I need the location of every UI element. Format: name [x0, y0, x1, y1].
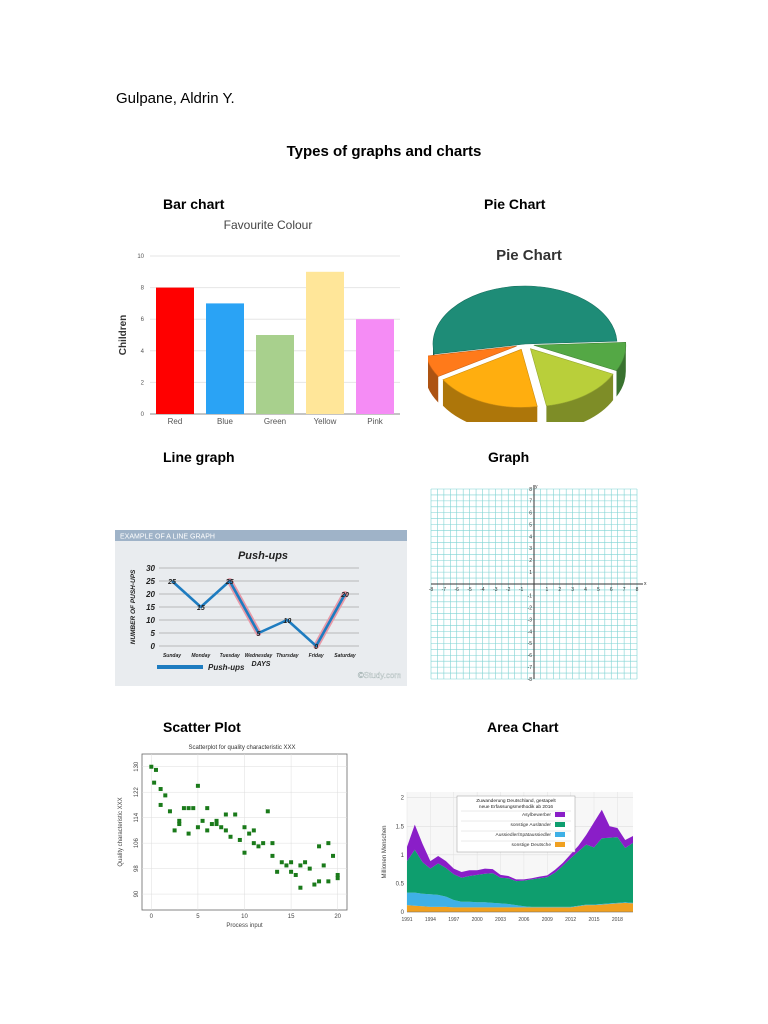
section-heading-area: Area Chart: [487, 719, 559, 735]
bar-red: [156, 288, 194, 414]
area-legend-swatch: [555, 842, 565, 847]
scatter-ytick-label: 130: [134, 761, 140, 772]
line-chart-watermark: ©Study.com: [357, 671, 401, 680]
scatter-ytick-label: 114: [134, 812, 140, 823]
bar-ytick-label: 10: [137, 254, 144, 260]
section-heading-bar: Bar chart: [163, 196, 225, 212]
grid-xtick-label: -5: [467, 587, 472, 593]
scatter-point: [298, 863, 302, 867]
line-y-axis-label: NUMBER OF PUSH-UPS: [130, 569, 137, 645]
grid-ytick-label: -2: [527, 605, 532, 612]
area-ytick-label: 1: [400, 852, 404, 859]
area-xtick-label: 1991: [401, 917, 413, 923]
line-data-label: 15: [196, 605, 205, 612]
bar-category-label: Blue: [216, 417, 234, 426]
scatter-point: [173, 828, 177, 832]
grid-ytick-label: -4: [527, 629, 532, 636]
grid-xtick-label: 4: [584, 587, 587, 593]
grid-ytick-label: 5: [529, 522, 532, 529]
grid-ytick-label: -6: [527, 653, 532, 660]
scatter-point: [159, 803, 163, 807]
bar-chart-title: Favourite Colour: [223, 218, 313, 232]
bar-ytick-label: 4: [140, 348, 144, 355]
grid-ytick-label: -7: [527, 664, 532, 671]
scatter-point: [205, 828, 209, 832]
scatter-xtick-label: 5: [196, 914, 200, 920]
area-chart-title: Zuwanderung Deutschland, gestapelt: [476, 799, 556, 804]
section-heading-graph: Graph: [488, 449, 530, 465]
line-data-label: 10: [283, 618, 292, 625]
scatter-x-axis-label: Process input: [226, 923, 263, 929]
scatter-point: [270, 841, 274, 845]
author-name: Gulpane, Aldrin Y.: [116, 90, 235, 107]
scatter-point: [247, 832, 251, 836]
line-category-label: Wednesday: [244, 653, 273, 659]
scatter-point: [252, 841, 256, 845]
scatter-point: [215, 822, 219, 826]
grid-xtick-label: -2: [506, 587, 511, 593]
scatter-point: [191, 806, 195, 810]
bar-ytick-label: 6: [140, 317, 144, 324]
area-xtick-label: 2006: [518, 917, 530, 923]
scatter-point: [322, 863, 326, 867]
area-legend-label: sonstige Ausländer: [510, 823, 551, 828]
line-category-label: Monday: [191, 653, 211, 659]
grid-xtick-label: -1: [518, 587, 524, 593]
bar-pink: [356, 319, 394, 414]
line-ytick-label: 15: [146, 603, 155, 612]
scatter-xtick-label: 15: [287, 914, 295, 920]
line-x-axis-label: DAYS: [251, 661, 271, 668]
scatter-point: [294, 873, 298, 877]
grid-xtick-label: 3: [571, 587, 575, 593]
scatter-point: [317, 844, 321, 848]
area-xtick-label: 1997: [448, 917, 460, 923]
grid-ytick-label: 3: [529, 546, 532, 553]
grid-ytick-label: 8: [529, 486, 532, 493]
area-xtick-label: 2018: [611, 917, 623, 923]
scatter-title: Scatterplot for quality characteristic XXX: [188, 745, 296, 751]
scatter-point: [256, 844, 260, 848]
scatter-point: [275, 870, 279, 874]
area-legend-swatch: [555, 812, 565, 817]
scatter-point: [152, 781, 156, 785]
scatter-point: [238, 838, 242, 842]
grid-xtick-label: -4: [480, 587, 485, 593]
document-title: Types of graphs and charts: [286, 143, 482, 160]
line-data-label: 25: [225, 579, 234, 586]
scatter-point: [331, 854, 335, 858]
coordinate-grid: [423, 483, 649, 683]
line-ytick-label: 25: [146, 577, 155, 586]
grid-ytick-label: -1: [527, 593, 532, 600]
scatter-point: [196, 825, 200, 829]
area-legend-label: Asylbewerber: [521, 813, 551, 818]
area-xtick-label: 2000: [471, 917, 483, 923]
bar-ytick-label: 0: [140, 412, 144, 418]
scatter-point: [336, 876, 340, 880]
section-heading-pie: Pie Chart: [484, 196, 546, 212]
scatter-point: [196, 784, 200, 788]
scatter-point: [210, 822, 214, 826]
line-category-label: Friday: [308, 653, 324, 659]
scatter-point: [243, 825, 247, 829]
bar-category-label: Red: [167, 417, 183, 426]
bar-ytick-label: 2: [140, 380, 144, 387]
area-y-axis-label: Millionen Menschen: [382, 825, 388, 879]
area-legend-label: sonstige Deutsche: [511, 843, 551, 848]
scatter-point: [270, 854, 274, 858]
area-ytick-label: 2: [400, 795, 404, 802]
scatter-point: [224, 828, 228, 832]
line-data-label: 0: [314, 644, 319, 651]
line-ytick-label: 10: [146, 616, 155, 625]
grid-ytick-label: 7: [529, 498, 532, 505]
line-ytick-label: 0: [150, 642, 155, 651]
bar-category-label: Yellow: [313, 417, 337, 426]
line-category-label: Tuesday: [219, 653, 240, 659]
grid-ytick-label: -8: [527, 676, 532, 683]
scatter-point: [289, 860, 293, 864]
section-heading-line: Line graph: [163, 449, 235, 465]
scatter-point: [298, 886, 302, 890]
grid-xtick-label: 2: [558, 587, 562, 593]
area-ytick-label: 0.5: [395, 881, 404, 888]
section-heading-scatter: Scatter Plot: [163, 719, 241, 735]
bar-yellow: [306, 272, 344, 414]
grid-xtick-label: 1: [545, 587, 549, 593]
scatter-point: [159, 787, 163, 791]
grid-xtick-label: 7: [622, 587, 626, 593]
grid-ytick-label: 1: [529, 569, 532, 576]
scatter-point: [201, 819, 205, 823]
grid-ytick-label: -5: [527, 641, 532, 648]
line-category-label: Thursday: [276, 653, 299, 659]
scatter-point: [219, 825, 223, 829]
area-xtick-label: 2012: [565, 917, 577, 923]
line-ytick-label: 30: [146, 564, 155, 573]
grid-ytick-label: -3: [527, 617, 532, 624]
scatter-xtick-label: 0: [149, 914, 153, 920]
grid-ytick-label: 4: [529, 534, 532, 541]
scatter-point: [187, 806, 191, 810]
scatter-point: [326, 841, 330, 845]
bar-chart: [112, 212, 408, 430]
scatter-ytick-label: 106: [134, 838, 140, 849]
scatter-point: [326, 879, 330, 883]
bar-blue: [206, 303, 244, 414]
pie-chart: [428, 240, 628, 422]
scatter-point: [163, 793, 167, 797]
scatter-point: [233, 812, 237, 816]
scatter-point: [182, 806, 186, 810]
scatter-point: [154, 768, 158, 772]
area-xtick-label: 2009: [541, 917, 553, 923]
pie-chart-title: Pie Chart: [496, 247, 562, 264]
scatter-xtick-label: 20: [334, 914, 342, 920]
area-ytick-label: 0: [400, 910, 404, 916]
line-chart-title: Push-ups: [237, 550, 289, 562]
line-data-label: 5: [256, 631, 261, 638]
grid-ytick-label: 6: [529, 510, 532, 517]
scatter-point: [266, 809, 270, 813]
scatter-ytick-label: 98: [134, 865, 140, 872]
scatter-ytick-label: 90: [134, 890, 140, 898]
area-xtick-label: 2015: [588, 917, 600, 923]
scatter-point: [252, 828, 256, 832]
line-category-label: Saturday: [334, 653, 356, 659]
area-chart: [377, 782, 645, 930]
area-xtick-label: 1994: [424, 917, 436, 923]
scatter-chart: [110, 742, 352, 930]
scatter-point: [261, 841, 265, 845]
scatter-point: [289, 870, 293, 874]
line-chart-banner-text: EXAMPLE OF A LINE GRAPH: [120, 533, 215, 541]
grid-xtick-label: 6: [609, 587, 613, 593]
scatter-point: [224, 812, 228, 816]
scatter-point: [177, 819, 181, 823]
line-chart: [115, 530, 407, 686]
line-ytick-label: 5: [150, 629, 155, 638]
grid-ytick-label: 2: [529, 558, 532, 565]
scatter-y-axis-label: Quality characteristic XXX: [118, 797, 124, 867]
area-legend-swatch: [555, 832, 565, 837]
line-ytick-label: 20: [146, 590, 155, 599]
grid-xtick-label: 8: [635, 587, 639, 593]
scatter-ytick-label: 122: [134, 787, 140, 798]
grid-xtick-label: 5: [596, 587, 600, 593]
scatter-point: [280, 860, 284, 864]
scatter-point: [303, 860, 307, 864]
line-data-label: 20: [341, 592, 349, 599]
area-chart-title: neue Erfassungsmethodik ab 2016: [478, 805, 554, 810]
scatter-point: [284, 863, 288, 867]
bar-ytick-label: 8: [140, 285, 144, 292]
area-legend-swatch: [555, 822, 565, 827]
line-category-label: Sunday: [162, 653, 182, 659]
scatter-point: [308, 867, 312, 871]
scatter-point: [149, 765, 153, 769]
grid-xtick-label: -6: [454, 587, 459, 593]
scatter-point: [187, 832, 191, 836]
grid-xtick-label: -3: [493, 587, 498, 593]
scatter-point: [243, 851, 247, 855]
grid-xtick-label: -7: [441, 587, 447, 593]
grid-xtick-label: -8: [428, 587, 434, 593]
scatter-point: [312, 883, 316, 887]
scatter-xtick-label: 10: [241, 914, 248, 920]
grid-x-axis-label: x: [644, 581, 647, 587]
scatter-point: [205, 806, 209, 810]
area-xtick-label: 2003: [494, 917, 507, 923]
bar-category-label: Pink: [367, 417, 383, 426]
grid-y-axis-label: y: [535, 484, 538, 490]
scatter-point: [229, 835, 233, 839]
bar-green: [256, 335, 294, 414]
area-legend-label: Aussiedler/Spätaussiedler: [495, 833, 551, 838]
area-ytick-label: 1.5: [395, 824, 404, 831]
bar-y-axis-label: Children: [118, 314, 129, 356]
line-legend-label: Push-ups: [208, 663, 245, 672]
scatter-point: [168, 809, 172, 813]
bar-category-label: Green: [263, 417, 287, 426]
scatter-point: [317, 879, 321, 883]
line-data-label: 25: [168, 579, 176, 586]
